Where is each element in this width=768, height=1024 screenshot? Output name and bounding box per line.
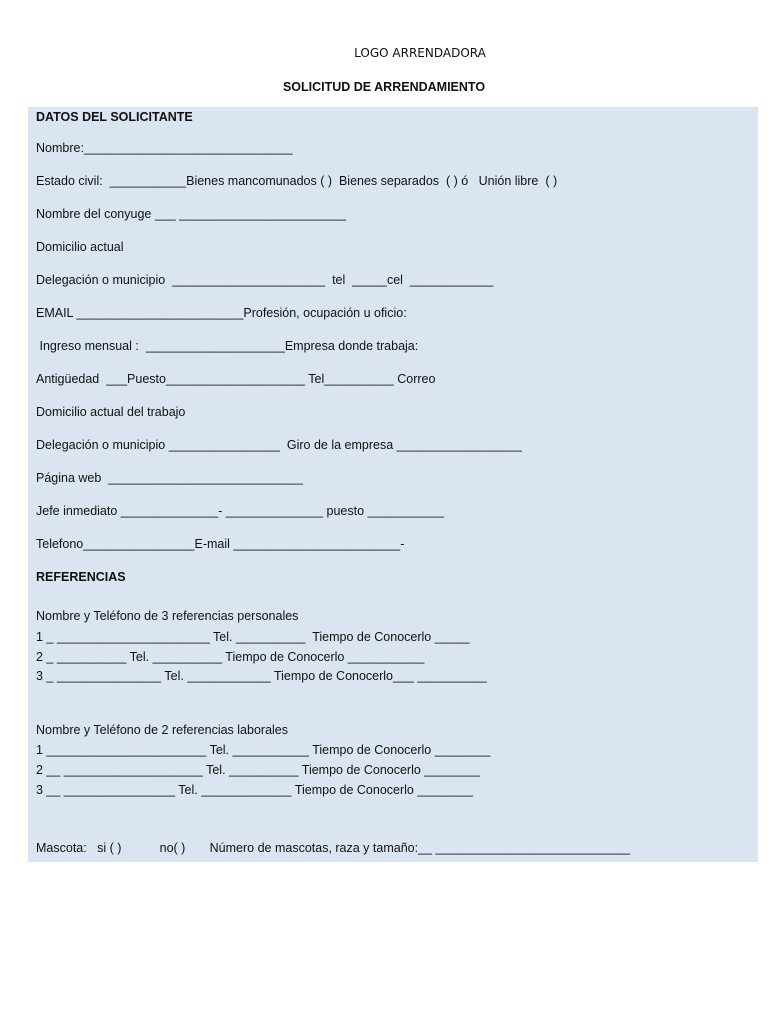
field-mascota: Mascota: si ( ) no( ) Número de mascotas, raza y tamaño:__ ____________________________ <box>36 841 631 855</box>
field-domicilio-trabajo: Domicilio actual del trabajo <box>36 405 186 419</box>
field-pagina-web: Página web ____________________________ <box>36 471 303 485</box>
work-reference-2: 2 __ ____________________ Tel. __________ Tiempo de Conocerlo ________ <box>36 763 480 777</box>
logo-placeholder: LOGO ARRENDADORA <box>354 46 486 60</box>
field-delegacion-tel-cel: Delegación o municipio ______________________ tel _____cel ____________ <box>36 273 494 287</box>
field-domicilio-actual: Domicilio actual <box>36 240 124 254</box>
personal-reference-2: 2 _ __________ Tel. __________ Tiempo de Conocerlo ___________ <box>36 650 425 664</box>
personal-reference-3: 3 _ _______________ Tel. ____________ Tiempo de Conocerlo___ __________ <box>36 669 487 683</box>
field-estado-civil: Estado civil: ___________Bienes mancomunados ( ) Bienes separados ( ) ó Unión libre ( ) <box>36 174 558 188</box>
field-nombre: Nombre:______________________________ <box>36 141 293 155</box>
form-title: SOLICITUD DE ARRENDAMIENTO <box>282 80 486 94</box>
field-telefono-email: Telefono________________E-mail ________________________- <box>36 537 405 551</box>
field-antiguedad-puesto: Antigüedad ___Puesto____________________ Tel__________ Correo <box>36 372 436 386</box>
field-nombre-conyuge: Nombre del conyuge ___ ________________________ <box>36 207 346 221</box>
section-heading-referencias: REFERENCIAS <box>36 570 126 584</box>
work-reference-1: 1 _______________________ Tel. ___________ Tiempo de Conocerlo ________ <box>36 743 491 757</box>
personal-reference-1: 1 _ ______________________ Tel. __________ Tiempo de Conocerlo _____ <box>36 630 470 644</box>
section-heading-solicitante: DATOS DEL SOLICITANTE <box>36 110 193 124</box>
field-jefe-inmediato: Jefe inmediato ______________- ______________ puesto ___________ <box>36 504 445 518</box>
work-references-title: Nombre y Teléfono de 2 referencias laborales <box>36 723 288 737</box>
personal-references-title: Nombre y Teléfono de 3 referencias personales <box>36 609 299 623</box>
field-ingreso-empresa: Ingreso mensual : ____________________Empresa donde trabaja: <box>36 339 419 353</box>
field-email-profesion: EMAIL ________________________Profesión, ocupación u oficio: <box>36 306 407 320</box>
field-delegacion-giro: Delegación o municipio ________________ Giro de la empresa __________________ <box>36 438 522 452</box>
work-reference-3: 3 __ ________________ Tel. _____________ Tiempo de Conocerlo ________ <box>36 783 473 797</box>
